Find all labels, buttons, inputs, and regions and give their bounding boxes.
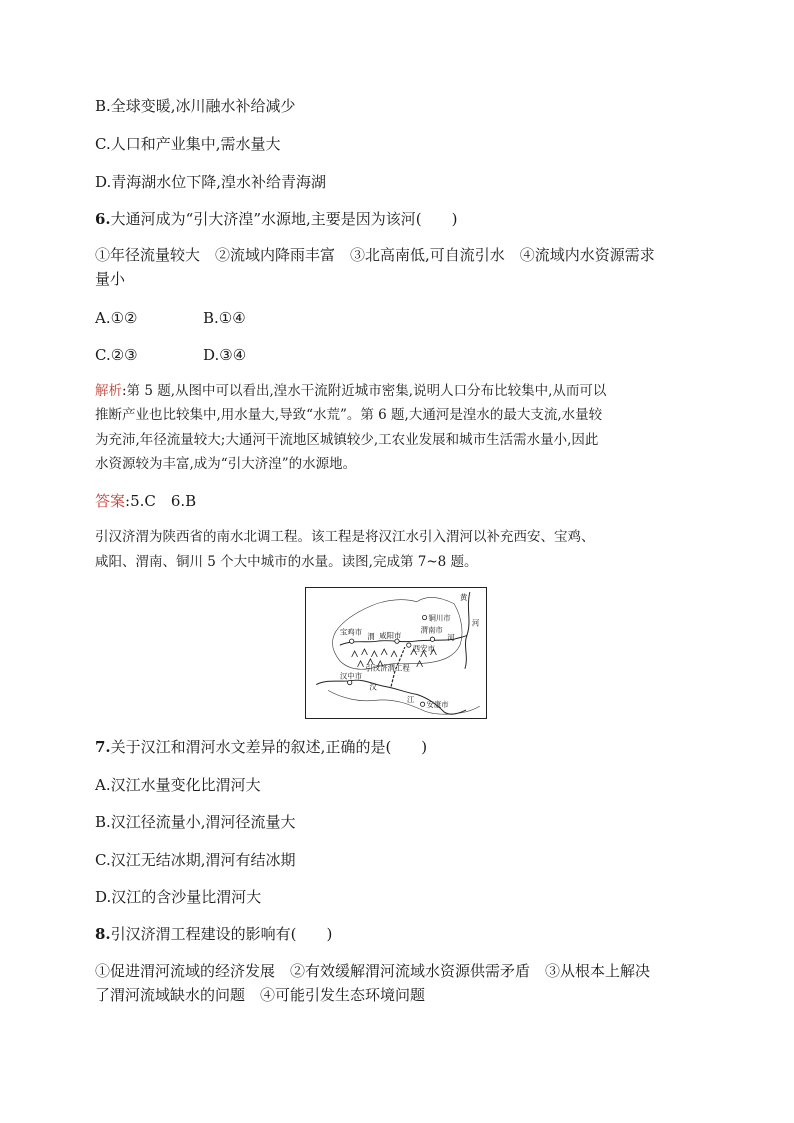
hanzhong-marker (348, 680, 352, 684)
q8-statements-line1: ①促进渭河流域的经济发展 ②有效缓解渭河流域水资源供需矛盾 ③从根本上解决 (95, 962, 651, 980)
q6-option-c: C.②③ (95, 346, 138, 364)
q6-statements-line2: 量小 (95, 270, 126, 288)
q8-stem-text: 引汉济渭工程建设的影响有( ) (110, 925, 333, 943)
q7-option-b: B.汉江径流量小,渭河径流量大 (95, 813, 296, 831)
xian-marker (407, 643, 411, 647)
map-svg (306, 588, 486, 718)
intro-line2: 咸阳、渭南、铜川 5 个大中城市的水量。读图,完成第 7~8 题。 (95, 554, 478, 570)
q7-option-d: D.汉江的含沙量比渭河大 (95, 888, 262, 906)
q7-stem-text: 关于汉江和渭河水文差异的叙述,正确的是( ) (110, 738, 428, 756)
q8-stem (95, 922, 332, 946)
yellow-river (465, 592, 470, 669)
label-xianyang: 咸阳市 (379, 631, 402, 641)
q6-stem-text: 大通河成为“引大济湟”水源地,主要是因为该河( ) (110, 210, 458, 228)
label-wei: 渭 (367, 632, 375, 642)
q7-stem (95, 735, 427, 759)
explanation-label: 解析 (95, 383, 122, 399)
answer-line (95, 489, 196, 513)
q6-option-d: D.③④ (203, 346, 247, 364)
q6-option-b: B.①④ (203, 309, 246, 327)
answer-text: :5.C 6.B (125, 492, 197, 510)
q5-option-d: D.青海湖水位下降,湟水补给青海湖 (95, 173, 327, 191)
q6-number: 6. (95, 210, 111, 228)
q6-statements-line1: ①年径流量较大 ②流域内降雨丰富 ③北高南低,可自流引水 ④流域内水资源需求 (95, 246, 655, 264)
q8-number: 8. (95, 925, 111, 943)
label-tongchuan: 铜川市 (428, 613, 451, 623)
label-xian: 西安市 (412, 644, 435, 654)
explanation-line1 (95, 379, 606, 403)
label-han: 汉 (369, 682, 377, 692)
label-baoji: 宝鸡市 (339, 627, 362, 637)
label-weinan: 渭南市 (420, 625, 443, 635)
answer-label: 答案 (95, 492, 126, 510)
explanation-line4: 水资源较为丰富,成为“引大济湟”的水源地。 (95, 456, 357, 472)
q6-stem (95, 207, 457, 231)
explanation-line3: 为充沛,年径流量较大;大通河干流地区城镇较少,工农业发展和城市生活需水量小,因此 (95, 432, 599, 448)
baoji-marker (350, 639, 354, 643)
q7-number: 7. (95, 738, 111, 756)
q8-statements-line2: 了渭河流域缺水的问题 ④可能引发生态环境问题 (95, 986, 426, 1004)
ankang-marker (420, 702, 424, 706)
label-he1: 河 (447, 633, 455, 643)
q7-option-c: C.汉江无结冰期,渭河有结冰期 (95, 851, 296, 869)
label-hanzhong: 汉中市 (339, 671, 362, 681)
label-ankang: 安康市 (426, 700, 449, 710)
q6-option-a: A.①② (95, 309, 138, 327)
label-he2: 河 (471, 618, 480, 628)
intro-line1: 引汉济渭为陕西省的南水北调工程。该工程是将汉江水引入渭河以补充西安、宝鸡、 (95, 529, 595, 545)
label-jiang: 江 (406, 695, 415, 705)
weinan-marker (430, 637, 434, 641)
explanation-line2: 推断产业也比较集中,用水量大,导致“水荒”。第 6 题,大通河是湟水的最大支流,水量较 (95, 407, 603, 423)
label-huang: 黄 (460, 592, 468, 602)
q5-option-b: B.全球变暖,冰川融水补给减少 (95, 97, 296, 115)
explanation-text-1: :第 5 题,从图中可以看出,湟水干流附近城市密集,说明人口分布比较集中,从而可以 (122, 383, 607, 399)
south-boundary (328, 690, 480, 714)
q7-option-a: A.汉江水量变化比渭河大 (95, 776, 261, 794)
q5-option-c: C.人口和产业集中,需水量大 (95, 135, 281, 153)
tongchuan-marker (422, 615, 426, 619)
hanjiang-weihe-map (305, 587, 487, 719)
label-project: 引汉济渭工程 (365, 663, 410, 673)
